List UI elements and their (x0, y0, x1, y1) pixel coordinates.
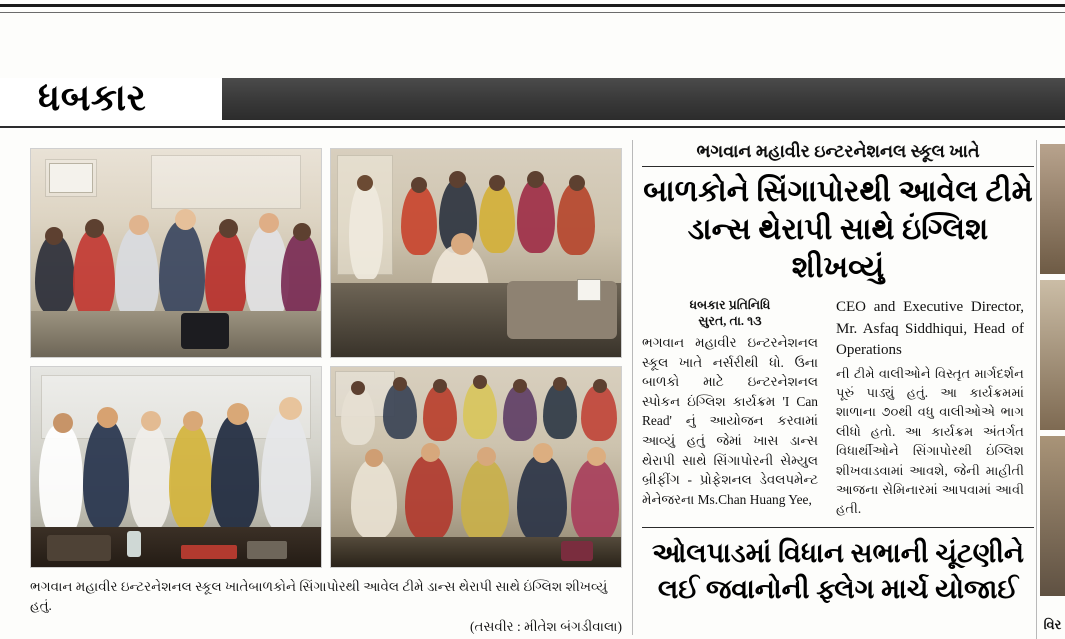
masthead-underline (0, 126, 1065, 128)
top-rule-thick (0, 4, 1065, 7)
sliver-photo-top (1040, 144, 1065, 274)
headline-line-1: બાળકોને સિંગાપોરથી આવેલ ટીમે (643, 175, 1033, 208)
article-body-right (828, 297, 1024, 519)
sliver-photo-mid (1040, 280, 1065, 430)
article-kicker: ભગવાન મહાવીર ઇન્ટરનેશનલ સ્કૂલ ખાતે (696, 141, 980, 161)
photo-column (30, 148, 622, 636)
photo-credit: (તસવીર : મીતેશ બંગડીવાલા) (470, 619, 622, 634)
photo-parents-hall (330, 366, 622, 568)
byline-place: સુરત, તા. ૧૩ (698, 314, 762, 328)
byline-agency: ધબકાર પ્રતિનિધિ (689, 298, 771, 312)
photo-caption (30, 577, 622, 636)
article-column (642, 140, 1034, 607)
second-headline-line-1: ઓલપાડમાં વિધાન સભાની ચૂંટણીને (651, 537, 1025, 568)
article-paragraph-right-english: CEO and Executive Director, Mr. Asfaq Siddhiqui, Head of Operations (836, 299, 1024, 358)
sliver-photo-bottom (1040, 436, 1065, 596)
photo-audience-standing (30, 148, 322, 358)
masthead-bar (222, 78, 1065, 120)
headline-line-2: ડાન્સ થેરાપી સાથે ઇંગ્લિશ શીખવ્યું (687, 213, 989, 284)
photo-row-bottom (30, 366, 622, 568)
article-headline (642, 173, 1034, 287)
article-body (642, 297, 1034, 519)
article-body-left (642, 297, 828, 519)
masthead (0, 78, 1065, 120)
photo-group-dignitaries (30, 366, 322, 568)
masthead-title: ધબકાર (0, 78, 222, 120)
kicker-rule (642, 166, 1034, 167)
article-paragraph-left: ભગવાન મહાવીર ઇન્ટરનેશનલ સ્કૂલ ખાતે નર્સરીથી ધો. ઉના બાળકો માટે ઇન્ટરનેશનલ સ્પોકન ઇંગ્લિશ કાર્યક્રમ 'I Can Read' નું આયોજન કરવામાં આવ્યું હતું જેમાં ખાસ ડાન્સ થેરાપી સાથે સિંગાપોરની સેમ્યુલ બ્રીફીંગ - પ્રોફેશનલ ડેવલપમેન્ટ મેનેજરના Ms.Chan Huang Yee, (642, 335, 818, 507)
right-sliver-column (1040, 140, 1065, 639)
sliver-label: વિર (1043, 617, 1062, 632)
right-column-separator (1036, 140, 1037, 639)
article-paragraph-right-gujarati: ની ટીમે વાલીઓને વિસ્તૃત માર્ગદર્શન પૂરું પાડ્યું હતું. આ કાર્યક્રમમાં શાળાના ૭૦થી વધુ વાલીઓએ ભાગ લીધો હતો. આ કાર્યક્રમ અંતર્ગત વિધાર્થીઓને સિંગાપોરથી ઇંગ્લિશ શીખવાડવામાં આવશે, જેની માહીતી આજના સેમિનારમાં આપવામાં આવી હતી. (836, 365, 1024, 517)
photo-row-top (30, 148, 622, 358)
top-rule-thin (0, 12, 1065, 13)
second-article-headline (642, 527, 1034, 607)
page-content (0, 140, 1065, 639)
column-separator (632, 140, 633, 635)
photo-audience-seated (330, 148, 622, 358)
second-headline-line-2: લઈ જવાનોની ફ્લેગ માર્ચ યોજાઈ (657, 573, 1019, 604)
photo-caption-text: ભગવાન મહાવીર ઇન્ટરનેશનલ સ્કૂલ ખાતેબાળકોને સિંગાપોરથી આવેલ ટીમે ડાન્સ થેરાપી સાથે ઇંગ્લિશ શીખવ્યું હતું. (30, 579, 608, 613)
